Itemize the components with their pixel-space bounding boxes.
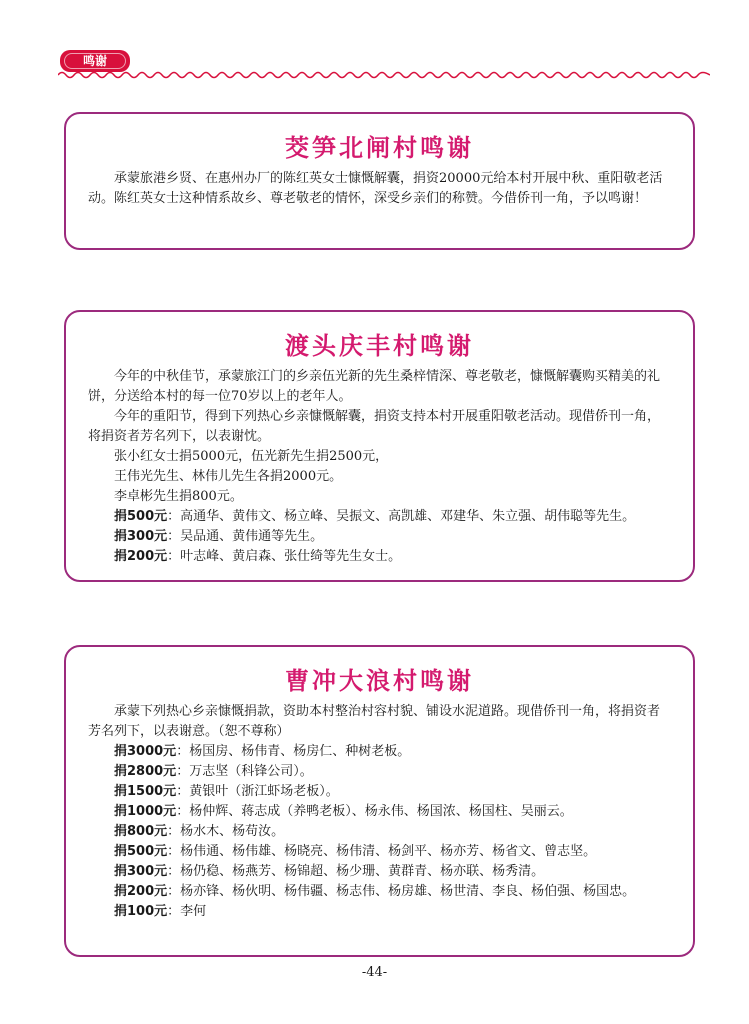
notice-paragraph: 今年的重阳节，得到下列热心乡亲慷慨解囊，捐资支持本村开展重阳敬老活动。现借侨刊一角，将捐资者芳名列下，以表谢忱。 bbox=[88, 409, 661, 444]
donation-amount: 捐1500元 bbox=[114, 784, 177, 799]
donation-amount: 捐500元 bbox=[114, 844, 168, 859]
notice-title: 曹冲大浪村鸣谢 bbox=[285, 667, 474, 695]
decorative-wave-divider bbox=[58, 70, 710, 80]
donation-row bbox=[88, 547, 671, 567]
donor-line: 王伟光先生、林伟儿先生各捐2000元。 bbox=[114, 469, 343, 484]
donation-row bbox=[88, 822, 671, 842]
notice-qingfeng bbox=[64, 310, 695, 582]
donor-names: ：高通华、黄伟文、杨立峰、吴振文、高凯雄、邓建华、朱立强、胡伟聪等先生。 bbox=[167, 509, 636, 524]
donation-row bbox=[88, 742, 671, 762]
donation-row bbox=[88, 782, 671, 802]
notice-title: 茭笋北闸村鸣谢 bbox=[285, 134, 474, 162]
notice-dalang bbox=[64, 645, 695, 957]
notice-title: 渡头庆丰村鸣谢 bbox=[285, 332, 474, 360]
donation-amount: 捐300元 bbox=[114, 529, 168, 544]
section-tag bbox=[60, 50, 130, 72]
donation-row bbox=[88, 527, 671, 547]
donor-names: ：叶志峰、黄启森、张仕绮等先生女士。 bbox=[167, 549, 402, 564]
donor-names: ：杨水木、杨苟汝。 bbox=[167, 824, 285, 839]
donation-amount: 捐2800元 bbox=[114, 764, 177, 779]
donation-amount: 捐3000元 bbox=[114, 744, 177, 759]
donor-names: ：杨伟通、杨伟雄、杨晓亮、杨伟清、杨剑平、杨亦芳、杨省文、曾志坚。 bbox=[167, 844, 597, 859]
donor-names: ：杨仍稳、杨燕芳、杨锦超、杨少珊、黄群青、杨亦联、杨秀清。 bbox=[167, 864, 545, 879]
donation-row bbox=[88, 507, 671, 527]
donation-row bbox=[88, 802, 671, 822]
donor-names: ：万志坚（科锋公司）。 bbox=[176, 764, 313, 779]
donor-line: 张小红女士捐5000元，伍光新先生捐2500元， bbox=[114, 449, 389, 464]
donation-amount: 捐500元 bbox=[114, 509, 168, 524]
donor-names: ：杨仲辉、蒋志成（养鸭老板）、杨永伟、杨国浓、杨国柱、吴丽云。 bbox=[176, 804, 573, 819]
donation-row bbox=[88, 862, 671, 882]
donation-amount: 捐1000元 bbox=[114, 804, 177, 819]
notice-paragraph: 今年的中秋佳节，承蒙旅江门的乡亲伍光新的先生桑梓情深、尊老敬老，慷慨解囊购买精美的礼饼，分送给本村的每一位70岁以上的老年人。 bbox=[88, 369, 661, 404]
donation-amount: 捐200元 bbox=[114, 549, 168, 564]
donation-amount: 捐200元 bbox=[114, 884, 168, 899]
donation-amount: 捐100元 bbox=[114, 904, 168, 919]
donor-names: ：黄银叶（浙江虾场老板）。 bbox=[176, 784, 339, 799]
page-number: -44- bbox=[361, 965, 388, 980]
donor-names: ：李何 bbox=[167, 904, 207, 919]
notice-beizha bbox=[64, 112, 695, 250]
donor-names: ：杨国房、杨伟青、杨房仁、种树老板。 bbox=[176, 744, 411, 759]
donor-line: 李卓彬先生捐800元。 bbox=[114, 489, 243, 504]
donation-row bbox=[88, 902, 671, 922]
donor-names: ：吴品通、黄伟通等先生。 bbox=[167, 529, 324, 544]
donation-amount: 捐800元 bbox=[114, 824, 168, 839]
donation-row bbox=[88, 842, 671, 862]
notice-paragraph: 承蒙下列热心乡亲慷慨捐款，资助本村整治村容村貌、铺设水泥道路。现借侨刊一角，将捐资者芳名列下，以表谢意。（恕不尊称） bbox=[88, 704, 661, 739]
notice-paragraph: 承蒙旅港乡贤、在惠州办厂的陈红英女士慷慨解囊，捐资20000元给本村开展中秋、重阳敬老活动。陈红英女士这种情系故乡、尊老敬老的情怀，深受乡亲们的称赞。今借侨刊一角，予以鸣谢！ bbox=[88, 171, 663, 206]
section-tag-label: 鸣谢 bbox=[82, 54, 107, 68]
donation-amount: 捐300元 bbox=[114, 864, 168, 879]
donor-names: ：杨亦锋、杨伙明、杨伟疆、杨志伟、杨房雄、杨世清、李良、杨伯强、杨国忠。 bbox=[167, 884, 636, 899]
donation-row bbox=[88, 882, 671, 902]
donation-row bbox=[88, 762, 671, 782]
